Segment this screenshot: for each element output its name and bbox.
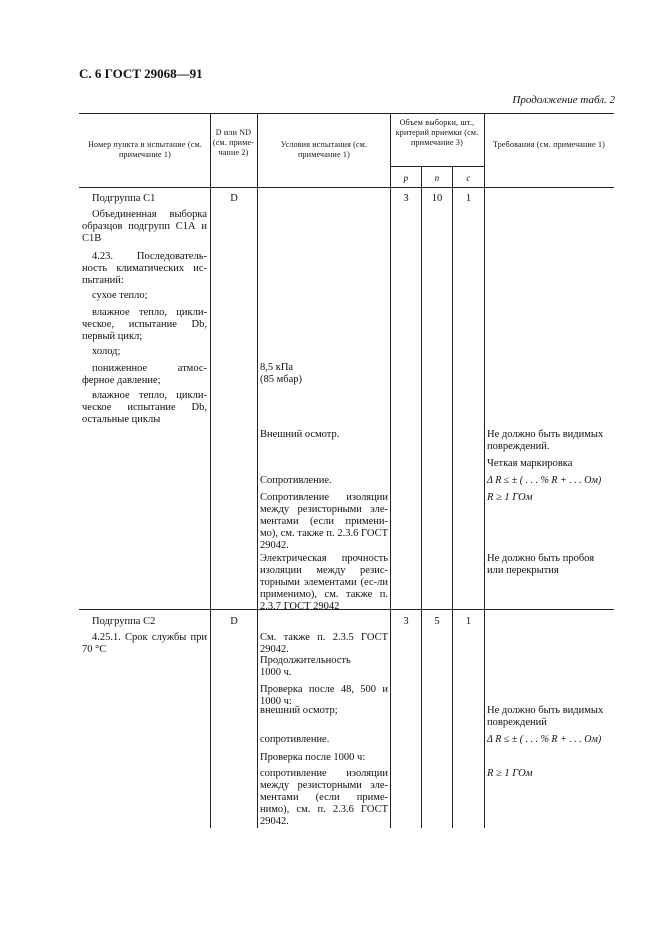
c2-p-value: 3 [403,616,409,627]
c1-n-value: 10 [431,193,443,204]
c2-cond-ref: См. также п. 2.3.5 ГОСТ 29042. [260,632,388,655]
c1-cond-visual: Внешний осмотр. [260,429,340,440]
c1-item-dry-heat: сухое тепло; [92,290,148,301]
c1-item-cold: холод; [92,346,121,357]
header-d-nd: D или ND (см. приме-чание 2) [212,128,255,157]
header-p: p [403,173,409,183]
col-divider-2 [257,113,258,828]
c1-group-title: Подгруппа С1 [92,193,156,204]
c2-d-value: D [230,616,238,627]
table-continuation-label: Продолжение табл. 2 [512,94,615,106]
table-top-rule [79,113,614,114]
header-requirements: Требования (см. примечание 1) [492,140,606,149]
header-conditions: Условия испытания (см. примечание 1) [280,140,368,159]
col-divider-1 [210,113,211,828]
c1-cond-insulation: Сопротивление изоляции между резисторными эле-ментами (если примени-мо), см. также п. 2.3.6 ГОСТ 29042. [260,492,388,551]
col-divider-p-n [421,166,422,828]
c2-item-lifetime: 4.25.1. Срок службы при 70 °С [82,632,207,655]
c2-cond-check: Проверка после 48, 500 и 1000 ч: [260,684,388,707]
c1-cond-resistance: Сопротивление. [260,475,332,486]
c2-cond-insulation: сопротивление изоляции между резисторными эле-ментами (если приме-нимо), см. п. 2.3.6 ГОСТ 29042. [260,768,388,827]
c1-item-damp-heat-first: влажное тепло, цикли-ческое, испытание Db, первый цикл; [82,307,207,342]
c1-req-insulation: R ≥ 1 ГОм [487,492,533,503]
header-c: c [466,173,471,183]
c2-cond-duration: Продолжительность 1000 ч. [260,655,351,678]
c2-req-resistance: Δ R ≤ ± ( . . . % R + . . . Ом) [487,734,602,745]
sample-subheader-rule [390,166,484,167]
c1-item-climatic-sequence: 4.23. Последователь-ность климатических ис-пытаний: [82,251,207,286]
header-item: Номер пункта и испытание (см. примечание 1) [88,140,202,159]
c2-cond-check-1000: Проверка после 1000 ч: [260,752,366,763]
c1-item-low-pressure: пониженное атмос-ферное давление; [82,363,207,386]
c2-cond-resistance: сопротивление. [260,734,330,745]
c2-group-title: Подгруппа С2 [92,616,156,627]
c1-pressure-kpa: 8,5 кПа [260,362,294,373]
c1-p-value: 3 [403,193,409,204]
c2-c-value: 1 [465,616,472,627]
c1-cond-strength: Электрическая прочность изоляции между резис-торными элементами (ес-ли применимо), см. также п. 2.3.7 ГОСТ 29042 [260,553,388,612]
header-n: n [434,173,440,183]
c2-req-visual: Не должно быть видимых повреждений [487,705,604,728]
c2-req-insulation: R ≥ 1 ГОм [487,768,533,779]
c1-pressure-mbar: (85 мбар) [260,374,303,385]
c1-item-damp-heat-rest: влажное тепло, цикли-ческое испытание Db, остальные циклы [82,390,207,425]
c1-item-combined-sample: Объединенная выборка образцов подгрупп С1А и С1В [82,209,207,244]
c1-d-value: D [230,193,238,204]
col-divider-n-c [452,166,453,828]
c2-cond-visual: внешний осмотр; [260,705,338,716]
c1-req-visual-1: Не должно быть видимых повреждений. [487,429,604,452]
c1-c-value: 1 [465,193,472,204]
c1-req-visual-2: Четкая маркировка [487,458,573,469]
c1-req-resistance: Δ R ≤ ± ( . . . % R + . . . Ом) [487,475,602,486]
c2-n-value: 5 [434,616,440,627]
header-bottom-rule [79,187,614,188]
col-divider-3 [390,113,391,828]
col-divider-4 [484,113,485,828]
header-sample: Объем выборки, шт., критерий приемки (см. примечание 3) [395,118,479,147]
page-header-title: С. 6 ГОСТ 29068—91 [79,66,203,81]
c1-req-strength: Не должно быть пробоя или перекрытия [487,553,595,576]
